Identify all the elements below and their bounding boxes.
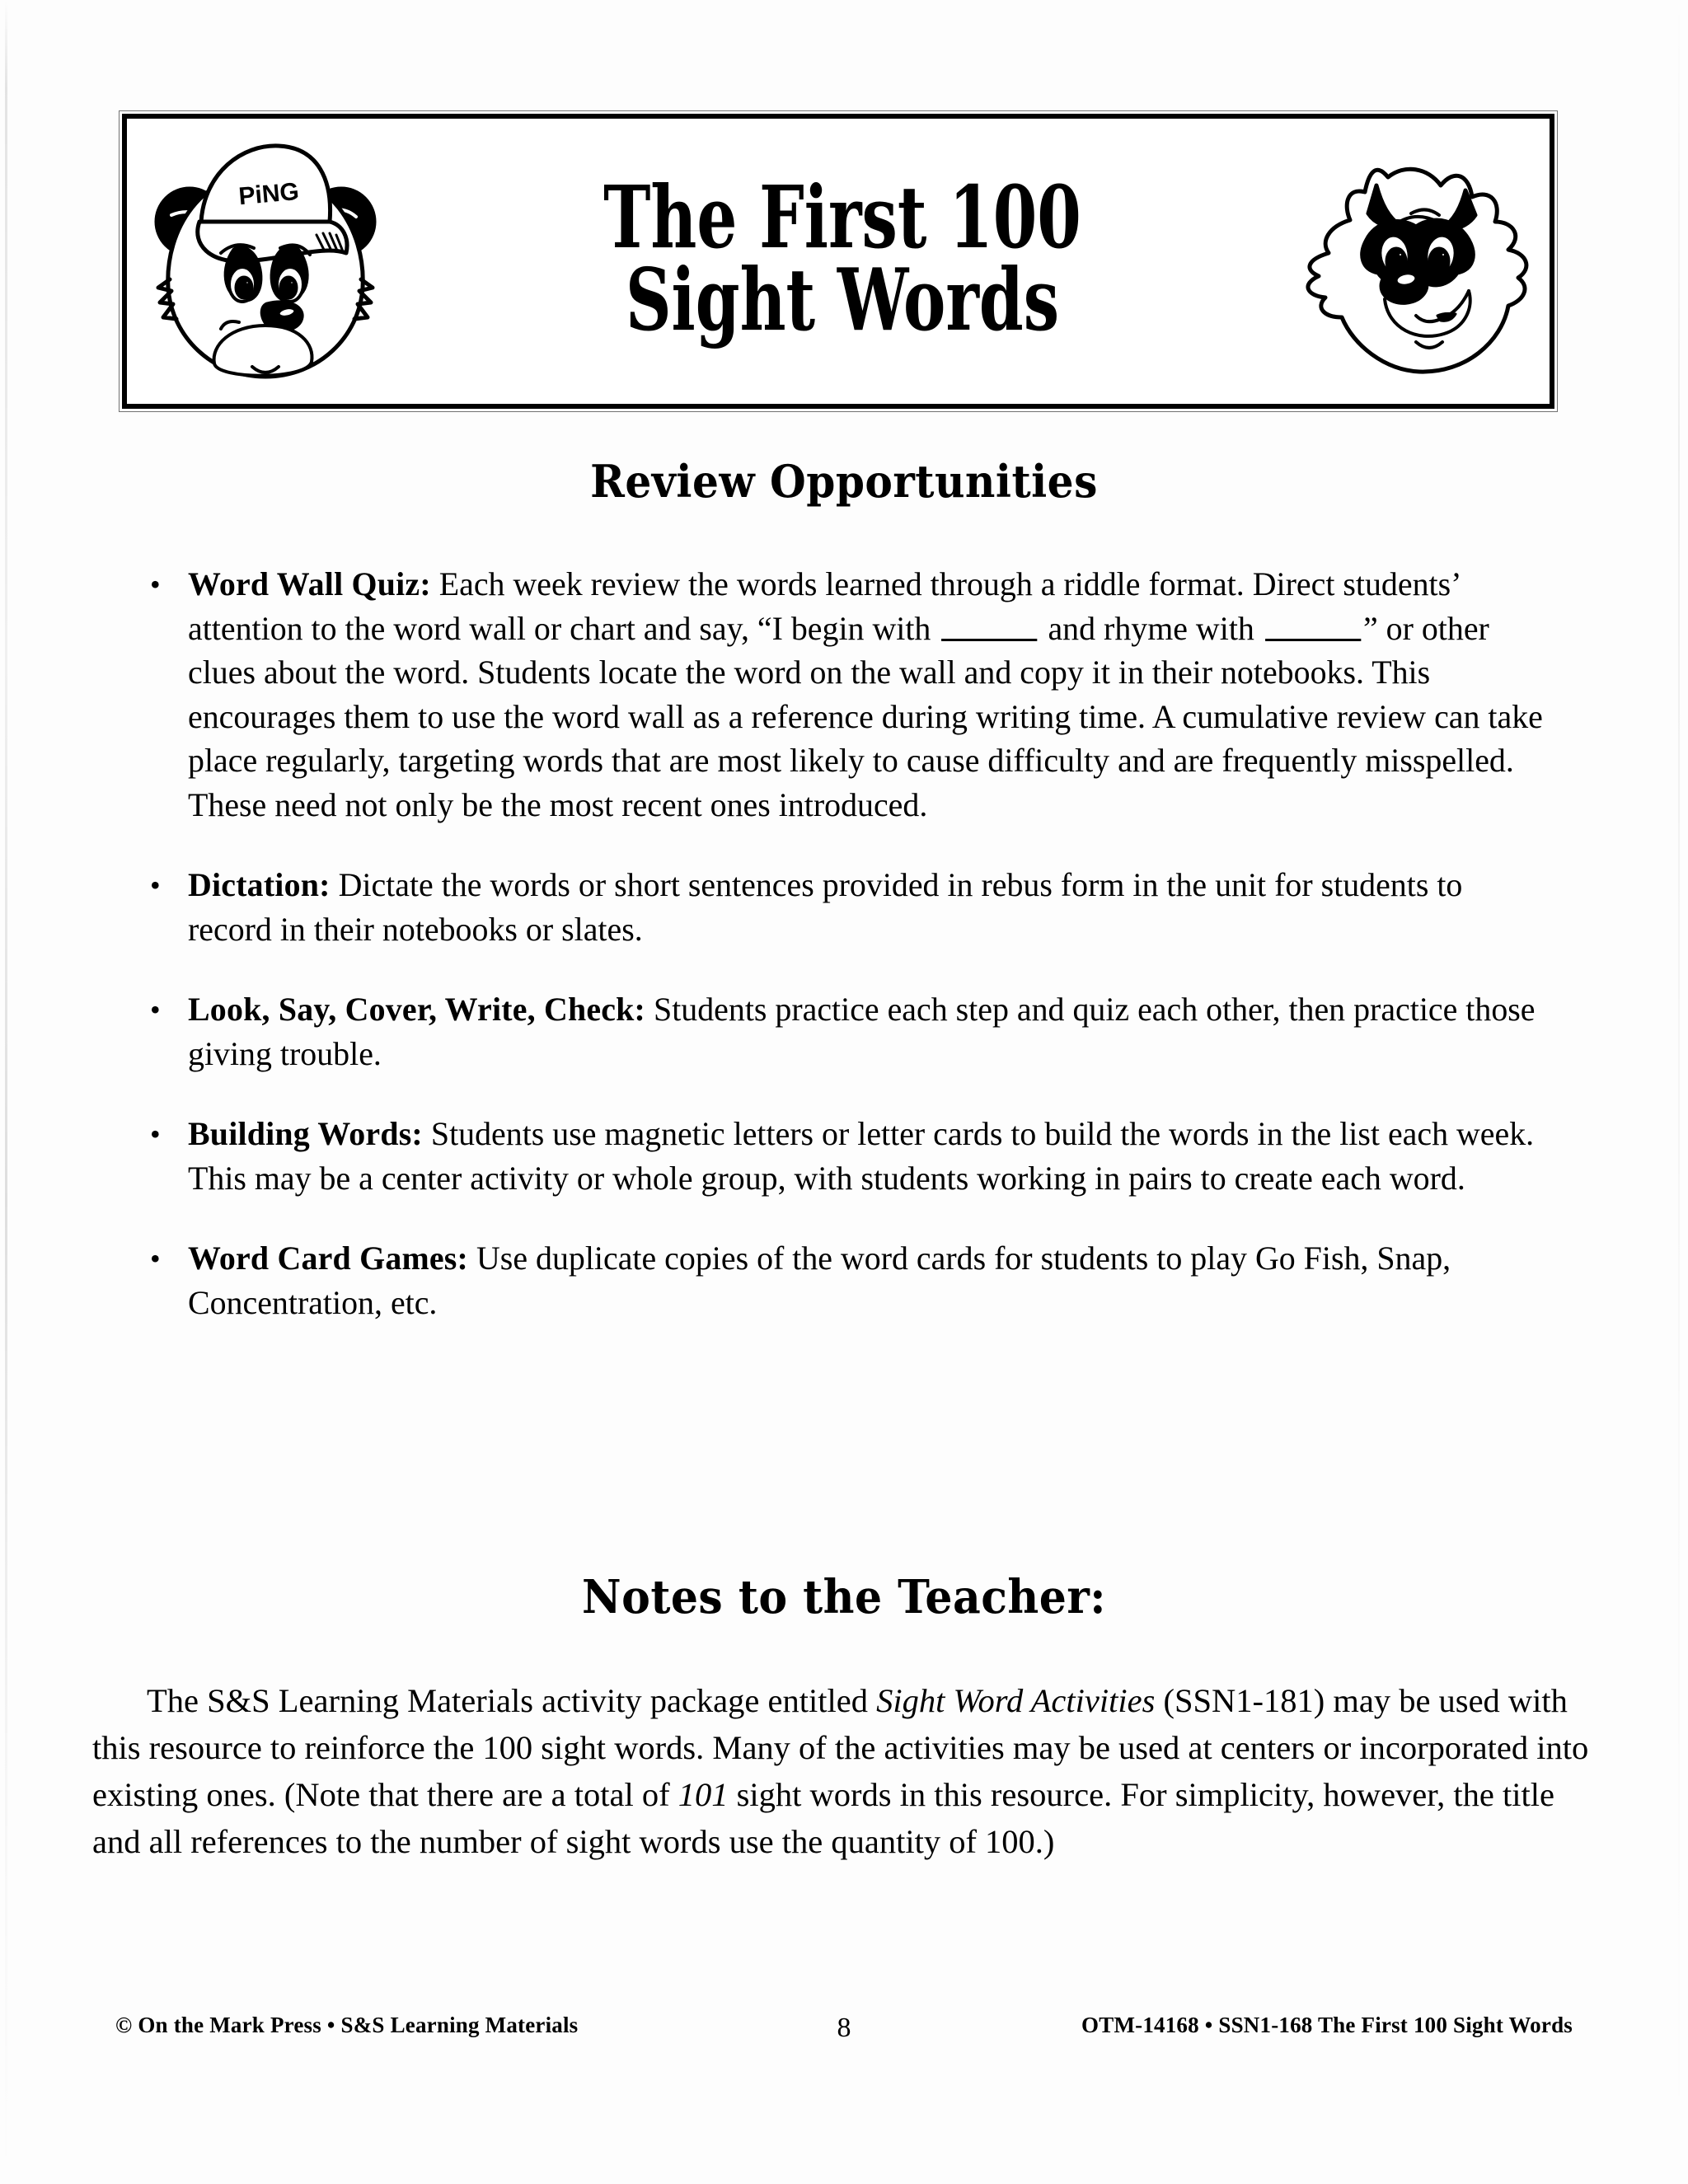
- list-item: [145, 863, 1571, 951]
- section-heading-notes: Notes to the Teacher:: [582, 1570, 1106, 1624]
- list-item-text-c: ” or other clues about the word. Students locate the word on the wall and copy it in their notebooks. This encourages them to use the word wall as a reference during writing time. A cumulative review can take place regularly, targeting words that are most likely to cause difficulty and are frequently misspelled. These need not only be the most recent ones introduced.: [188, 609, 1543, 823]
- list-item: [145, 1112, 1571, 1200]
- page-number: 8: [837, 2013, 851, 2043]
- list-item-text-a: Use duplicate copies of the word cards for students to play Go Fish, Snap, Concentration, etc.: [188, 1240, 1451, 1321]
- list-item-body: [188, 863, 1550, 951]
- list-item-term: Word Wall Quiz:: [188, 565, 431, 602]
- list-item-text-a: Students use magnetic letters or letter cards to build the words in the list each week. This may be a center activity or whole group, with students working in pairs to create each word.: [188, 1115, 1535, 1197]
- notes-text-part1: The S&S Learning Materials activity package entitled: [147, 1682, 877, 1719]
- notes-text-part2: (SSN1-181) may be used with this resource to reinforce the 100 sight words. Many of the activities may be used at centers or incorporated into existing ones. (Note that there are a total of: [92, 1682, 1589, 1813]
- page-title: [507, 166, 1178, 350]
- scan-artifact-left: [5, 0, 7, 2184]
- panda-with-cap-icon: [142, 129, 389, 393]
- fill-in-blank: [1265, 639, 1361, 641]
- bullet-icon: •: [150, 1242, 161, 1275]
- panda-cap-label: PiNG: [237, 177, 301, 211]
- list-item-term: Look, Say, Cover, Write, Check:: [188, 991, 646, 1028]
- title-line-2: Sight Words: [625, 249, 1060, 350]
- list-item: [145, 562, 1571, 827]
- scan-artifact-right: [1678, 0, 1680, 2184]
- review-opportunities-list: [145, 562, 1571, 1324]
- notes-text-part3: sight words in this resource. For simplicity, however, the title and all references to the number of sight words use the quantity of 100.): [92, 1776, 1554, 1860]
- bullet-icon: •: [150, 568, 161, 601]
- section-heading-review: Review Opportunities: [590, 455, 1098, 508]
- bullet-icon: •: [150, 993, 161, 1026]
- list-item-body: [188, 1112, 1550, 1200]
- footer-copyright: © On the Mark Press • S&S Learning Materials: [115, 2013, 579, 2037]
- list-item-text-a: Dictate the words or short sentences provided in rebus form in the unit for students to record in their notebooks or slates.: [188, 866, 1463, 948]
- notes-paragraph: [92, 1677, 1601, 1865]
- list-item-term: Word Card Games:: [188, 1240, 469, 1277]
- footer-product-code: OTM-14168 • SSN1-168 The First 100 Sight Words: [1081, 2013, 1573, 2037]
- list-item-text-a: Students practice each step and quiz each other, then practice those giving trouble.: [188, 991, 1536, 1072]
- list-item-text-a: Each week review the words learned through a riddle format. Direct students’ attention to the word wall or chart and say, “I begin with: [188, 565, 1460, 647]
- list-item-term: Dictation:: [188, 866, 331, 903]
- notes-italic-count: 101: [678, 1776, 729, 1813]
- list-item: [145, 1236, 1571, 1324]
- raccoon-face-icon: [1296, 138, 1535, 385]
- bullet-icon: •: [150, 1118, 161, 1151]
- fill-in-blank: [941, 639, 1037, 641]
- list-item-body: [188, 987, 1550, 1076]
- list-item-term: Building Words:: [188, 1115, 423, 1152]
- title-line-1: The First 100: [603, 166, 1081, 269]
- list-item-body: [188, 562, 1550, 827]
- list-item-body: [188, 1236, 1550, 1324]
- list-item: [145, 987, 1571, 1076]
- bullet-icon: •: [150, 869, 161, 902]
- notes-italic-title: Sight Word Activities: [876, 1682, 1156, 1719]
- page-footer: [115, 2013, 1573, 2043]
- list-item-text-b: and rhyme with: [1039, 609, 1263, 647]
- masthead-banner: [122, 114, 1554, 409]
